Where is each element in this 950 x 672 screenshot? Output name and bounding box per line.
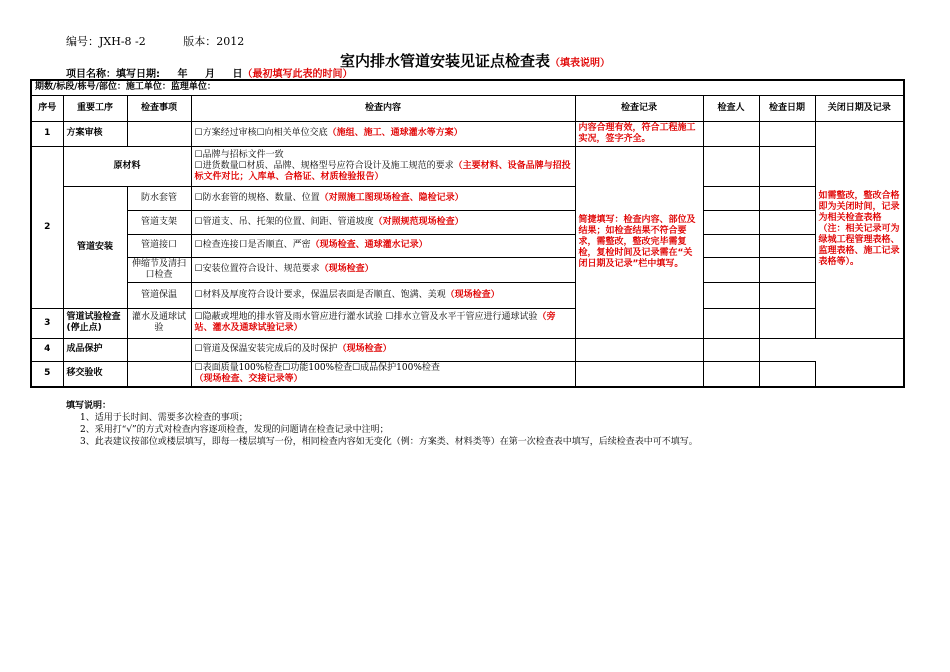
project-line xyxy=(66,65,352,80)
row-process: 方案审核 xyxy=(63,121,127,146)
notes-title: 填写说明： xyxy=(66,401,112,411)
col-date: 检查日期 xyxy=(759,95,815,121)
close-cell[interactable]: 如需整改，整改合格即为关闭时间，记录为相关检查表格（注：相关记录可为绿城工程管理表格、监理表格、施工记录表格等）。 xyxy=(815,121,904,338)
inspector-cell[interactable] xyxy=(703,210,759,234)
row-process: 移交验收 xyxy=(63,361,127,387)
date-cell[interactable] xyxy=(703,338,759,361)
row-no: 5 xyxy=(31,361,63,387)
row-no: 3 xyxy=(31,308,63,338)
row-content[interactable]: ☐品牌与招标文件一致 ☐进货数量☐材质、品牌、规格型号应符合设计及施工规范的要求（主要材料、设备品牌与招投标文件对比；入库单、合格证、材质检验报告） xyxy=(191,146,575,186)
date-cell[interactable] xyxy=(759,146,815,186)
row-item: 原材料 xyxy=(63,146,191,186)
form-meta xyxy=(66,33,278,49)
inspector-cell[interactable] xyxy=(703,146,759,186)
row-content[interactable]: ☐管道及保温安装完成后的及时保护（现场检查） xyxy=(191,338,575,361)
form-code: 编号：JXH-8 -2 xyxy=(66,35,146,48)
table-row xyxy=(31,186,904,210)
table-row xyxy=(31,234,904,257)
title-text: 室内排水管道安装见证点检查表 xyxy=(339,52,550,70)
row-item: 灌水及通球试验 xyxy=(127,308,191,338)
row-no: 4 xyxy=(31,338,63,361)
row-process: 管道安装 xyxy=(63,186,127,308)
date-label: 填写日期: xyxy=(116,69,160,80)
date-note: （最初填写此表的时间） xyxy=(242,69,353,80)
row-content[interactable]: ☐管道支、吊、托架的位置、间距、管道坡度（对照规范现场检查） xyxy=(191,210,575,234)
row-content[interactable]: ☐安装位置符合设计、规范要求（现场检查） xyxy=(191,257,575,282)
row-item[interactable] xyxy=(127,361,191,387)
form-version: 版本：2012 xyxy=(183,35,245,48)
table-row xyxy=(31,210,904,234)
date-cell[interactable] xyxy=(759,121,815,146)
table-row xyxy=(31,257,904,282)
note-item: 2、采用打“√”的方式对检查内容逐项检查，发现的问题请在检查记录中注明； xyxy=(80,425,389,435)
inspector-cell[interactable] xyxy=(703,257,759,282)
inspector-cell[interactable] xyxy=(575,338,703,361)
table-row xyxy=(31,121,904,146)
table-row xyxy=(31,338,904,361)
row-item: 伸缩节及清扫口检查 xyxy=(127,257,191,282)
row-no: 2 xyxy=(31,146,63,308)
row-content[interactable]: ☐防水套管的规格、数量、位置（对照施工图现场检查、隐检记录） xyxy=(191,186,575,210)
row-item[interactable] xyxy=(127,121,191,146)
scope-cell[interactable]: 期数/标段/栋号/部位：施工单位：监理单位： xyxy=(31,80,904,95)
table-row xyxy=(31,361,904,387)
date-cell[interactable] xyxy=(759,282,815,308)
project-label: 项目名称： xyxy=(66,69,116,80)
row-process: 管道试验检查(停止点) xyxy=(63,308,127,338)
col-process: 重要工序 xyxy=(63,95,127,121)
table-row xyxy=(31,146,904,186)
row-process: 成品保护 xyxy=(63,338,127,361)
row-item: 管道支架 xyxy=(127,210,191,234)
inspection-table xyxy=(30,79,905,388)
date-cell[interactable] xyxy=(759,186,815,210)
record-cell[interactable]: 内容合理有效，符合工程施工实况，签字齐全。 xyxy=(575,121,703,146)
col-no: 序号 xyxy=(31,95,63,121)
row-content[interactable]: ☐方案经过审核☐向相关单位交底（施组、施工、通球灌水等方案） xyxy=(191,121,575,146)
row-content[interactable]: ☐隐蔽或埋地的排水管及雨水管应进行灌水试验 ☐排水立管及水平干管应进行通球试验（旁站、灌水及通球试验记录） xyxy=(191,308,575,338)
row-no: 1 xyxy=(31,121,63,146)
col-close: 关闭日期及记录 xyxy=(815,95,904,121)
title-note: （填表说明） xyxy=(550,58,610,69)
date-cell[interactable] xyxy=(759,257,815,282)
row-content[interactable]: ☐检查连接口是否顺直、严密（现场检查、通球灌水记录） xyxy=(191,234,575,257)
inspector-cell[interactable] xyxy=(703,186,759,210)
fill-instructions xyxy=(66,400,698,448)
row-item[interactable] xyxy=(127,338,191,361)
record-cell[interactable] xyxy=(575,361,703,387)
header-row xyxy=(31,95,904,121)
inspector-cell[interactable] xyxy=(703,282,759,308)
row-item: 防水套管 xyxy=(127,186,191,210)
inspector-cell[interactable] xyxy=(703,234,759,257)
note-item: 1、适用于长时间、需要多次检查的事项； xyxy=(80,413,248,423)
month-label: 月 xyxy=(204,69,215,80)
row-item: 管道接口 xyxy=(127,234,191,257)
row-content[interactable]: ☐表面质量100%检查☐功能100%检查☐成品保护100%检查 （现场检查、交接记录等） xyxy=(191,361,575,387)
year-label: 年 xyxy=(177,69,188,80)
note-item: 3、此表建议按部位或楼层填写，即每一楼层填写一份，相同检查内容如无变化（例：方案类、材料类等）在第一次检查表中填写，后续检查表中可不填写。 xyxy=(80,437,698,447)
inspector-cell[interactable] xyxy=(703,121,759,146)
inspector-cell[interactable] xyxy=(703,308,759,338)
col-item: 检查事项 xyxy=(127,95,191,121)
col-content: 检查内容 xyxy=(191,95,575,121)
record-cell-mid[interactable]: 简捷填写：检查内容、部位及结果；如检查结果不符合要求，需整改，整改完毕需复检，复检时间及记录需在“关闭日期及记录”栏中填写。 xyxy=(575,146,703,338)
date-cell[interactable] xyxy=(759,210,815,234)
table-row xyxy=(31,282,904,308)
col-inspector: 检查人 xyxy=(703,95,759,121)
date-cell[interactable] xyxy=(759,234,815,257)
row-item: 管道保温 xyxy=(127,282,191,308)
inspector-cell[interactable] xyxy=(703,361,759,387)
col-record: 检查记录 xyxy=(575,95,703,121)
day-label: 日 xyxy=(232,69,243,80)
date-cell[interactable] xyxy=(759,361,815,387)
row-content[interactable]: ☐材料及厚度符合设计要求，保温层表面是否顺直、饱满、美观（现场检查） xyxy=(191,282,575,308)
date-cell[interactable] xyxy=(759,308,815,338)
table-row xyxy=(31,308,904,338)
